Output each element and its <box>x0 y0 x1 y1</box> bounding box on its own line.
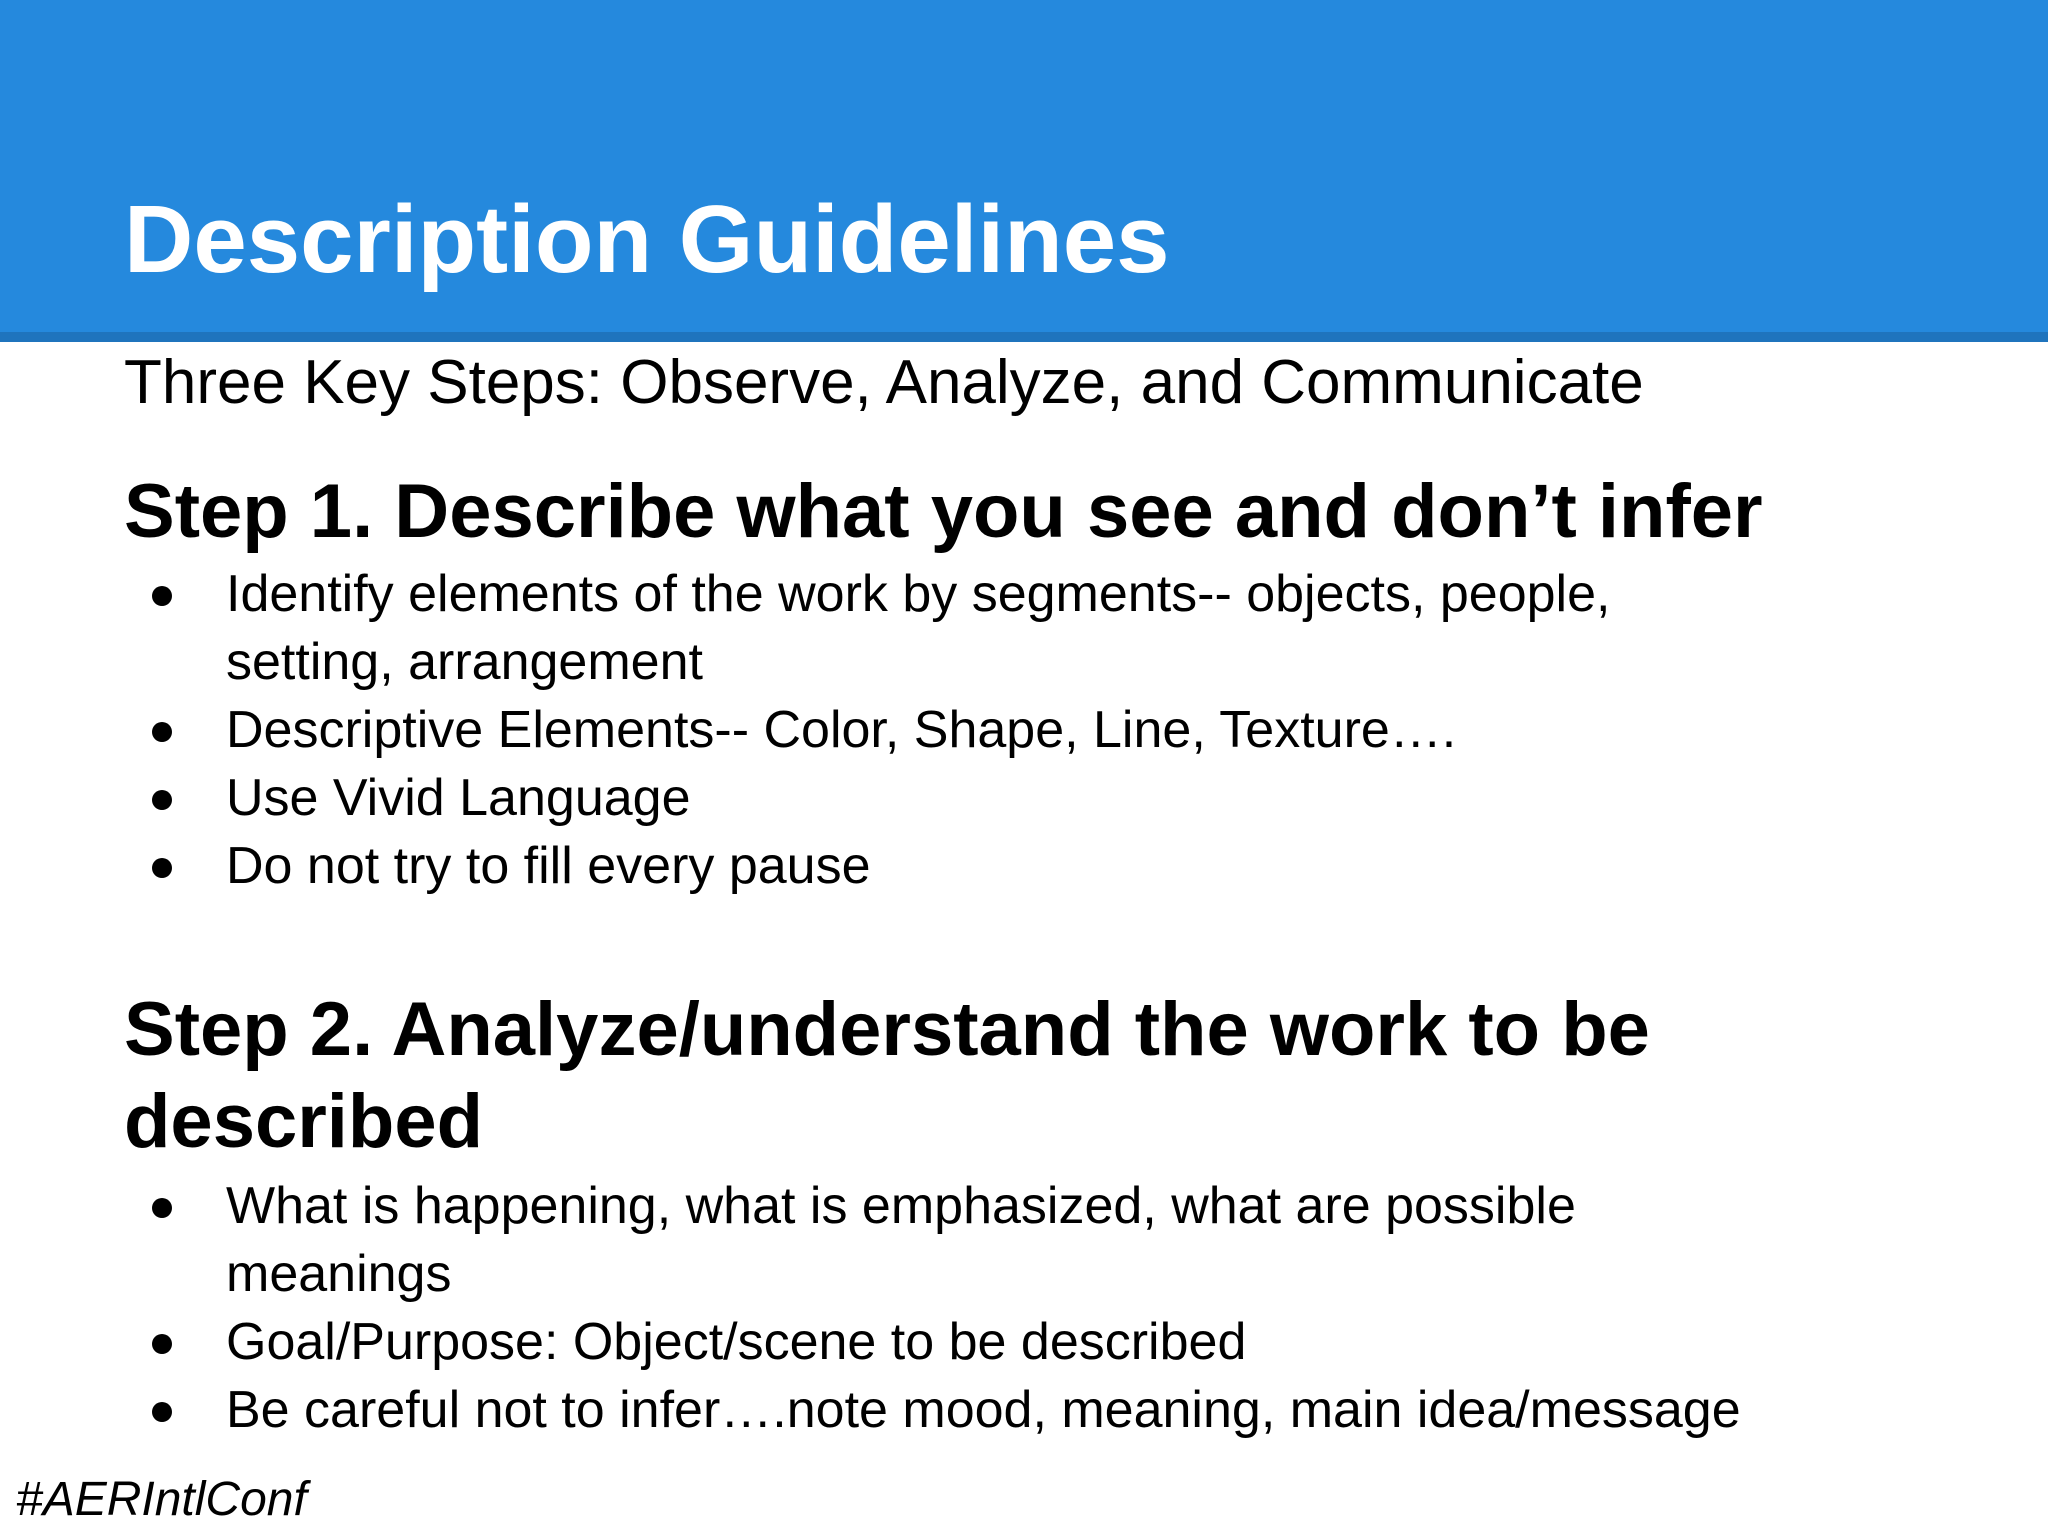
step1-heading: Step 1. Describe what you see and don’t infer <box>124 469 1763 554</box>
step2-bullet-text: What is happening, what is emphasized, what are possible <box>226 1177 1576 1235</box>
step2-bullet-list <box>140 1172 1741 1444</box>
step2-bullet-item <box>140 1172 1741 1308</box>
step1-bullet-text: Descriptive Elements-- Color, Shape, Line, Texture…. <box>226 701 1457 759</box>
step2-heading-line-continued: described <box>124 1079 484 1164</box>
bullet-dot-icon <box>152 722 172 742</box>
bullet-dot-icon <box>152 1198 172 1218</box>
step1-bullet-item <box>140 696 1610 764</box>
step1-bullet-text: Identify elements of the work by segments-- objects, people, <box>226 565 1611 623</box>
slide-subtitle: Three Key Steps: Observe, Analyze, and Communicate <box>124 348 1644 417</box>
step1-bullet-list <box>140 560 1610 900</box>
step2-bullet-text: Goal/Purpose: Object/scene to be described <box>226 1313 1247 1371</box>
title-banner-rule <box>0 332 2048 342</box>
step1-bullet-item <box>140 764 1610 832</box>
step2-bullet-text: Be careful not to infer….note mood, meaning, main idea/message <box>226 1381 1741 1439</box>
bullet-dot-icon <box>152 1334 172 1354</box>
slide-title: Description Guidelines <box>124 186 1170 293</box>
step2-bullet-item <box>140 1376 1741 1444</box>
step1-bullet-text: Do not try to fill every pause <box>226 837 871 895</box>
step1-bullet-text: Use Vivid Language <box>226 769 691 827</box>
step1-bullet-text-continued: setting, arrangement <box>226 633 703 691</box>
bullet-dot-icon <box>152 1402 172 1422</box>
step2-heading-line: Step 2. Analyze/understand the work to be <box>124 987 1650 1072</box>
step2-bullet-item <box>140 1308 1741 1376</box>
bullet-dot-icon <box>152 586 172 606</box>
step2-heading <box>124 984 1650 1168</box>
step2-bullet-text-continued: meanings <box>226 1245 452 1303</box>
bullet-dot-icon <box>152 790 172 810</box>
step1-bullet-item <box>140 832 1610 900</box>
step1-bullet-item <box>140 560 1610 696</box>
conference-hashtag: #AERIntlConf <box>16 1473 307 1526</box>
bullet-dot-icon <box>152 858 172 878</box>
